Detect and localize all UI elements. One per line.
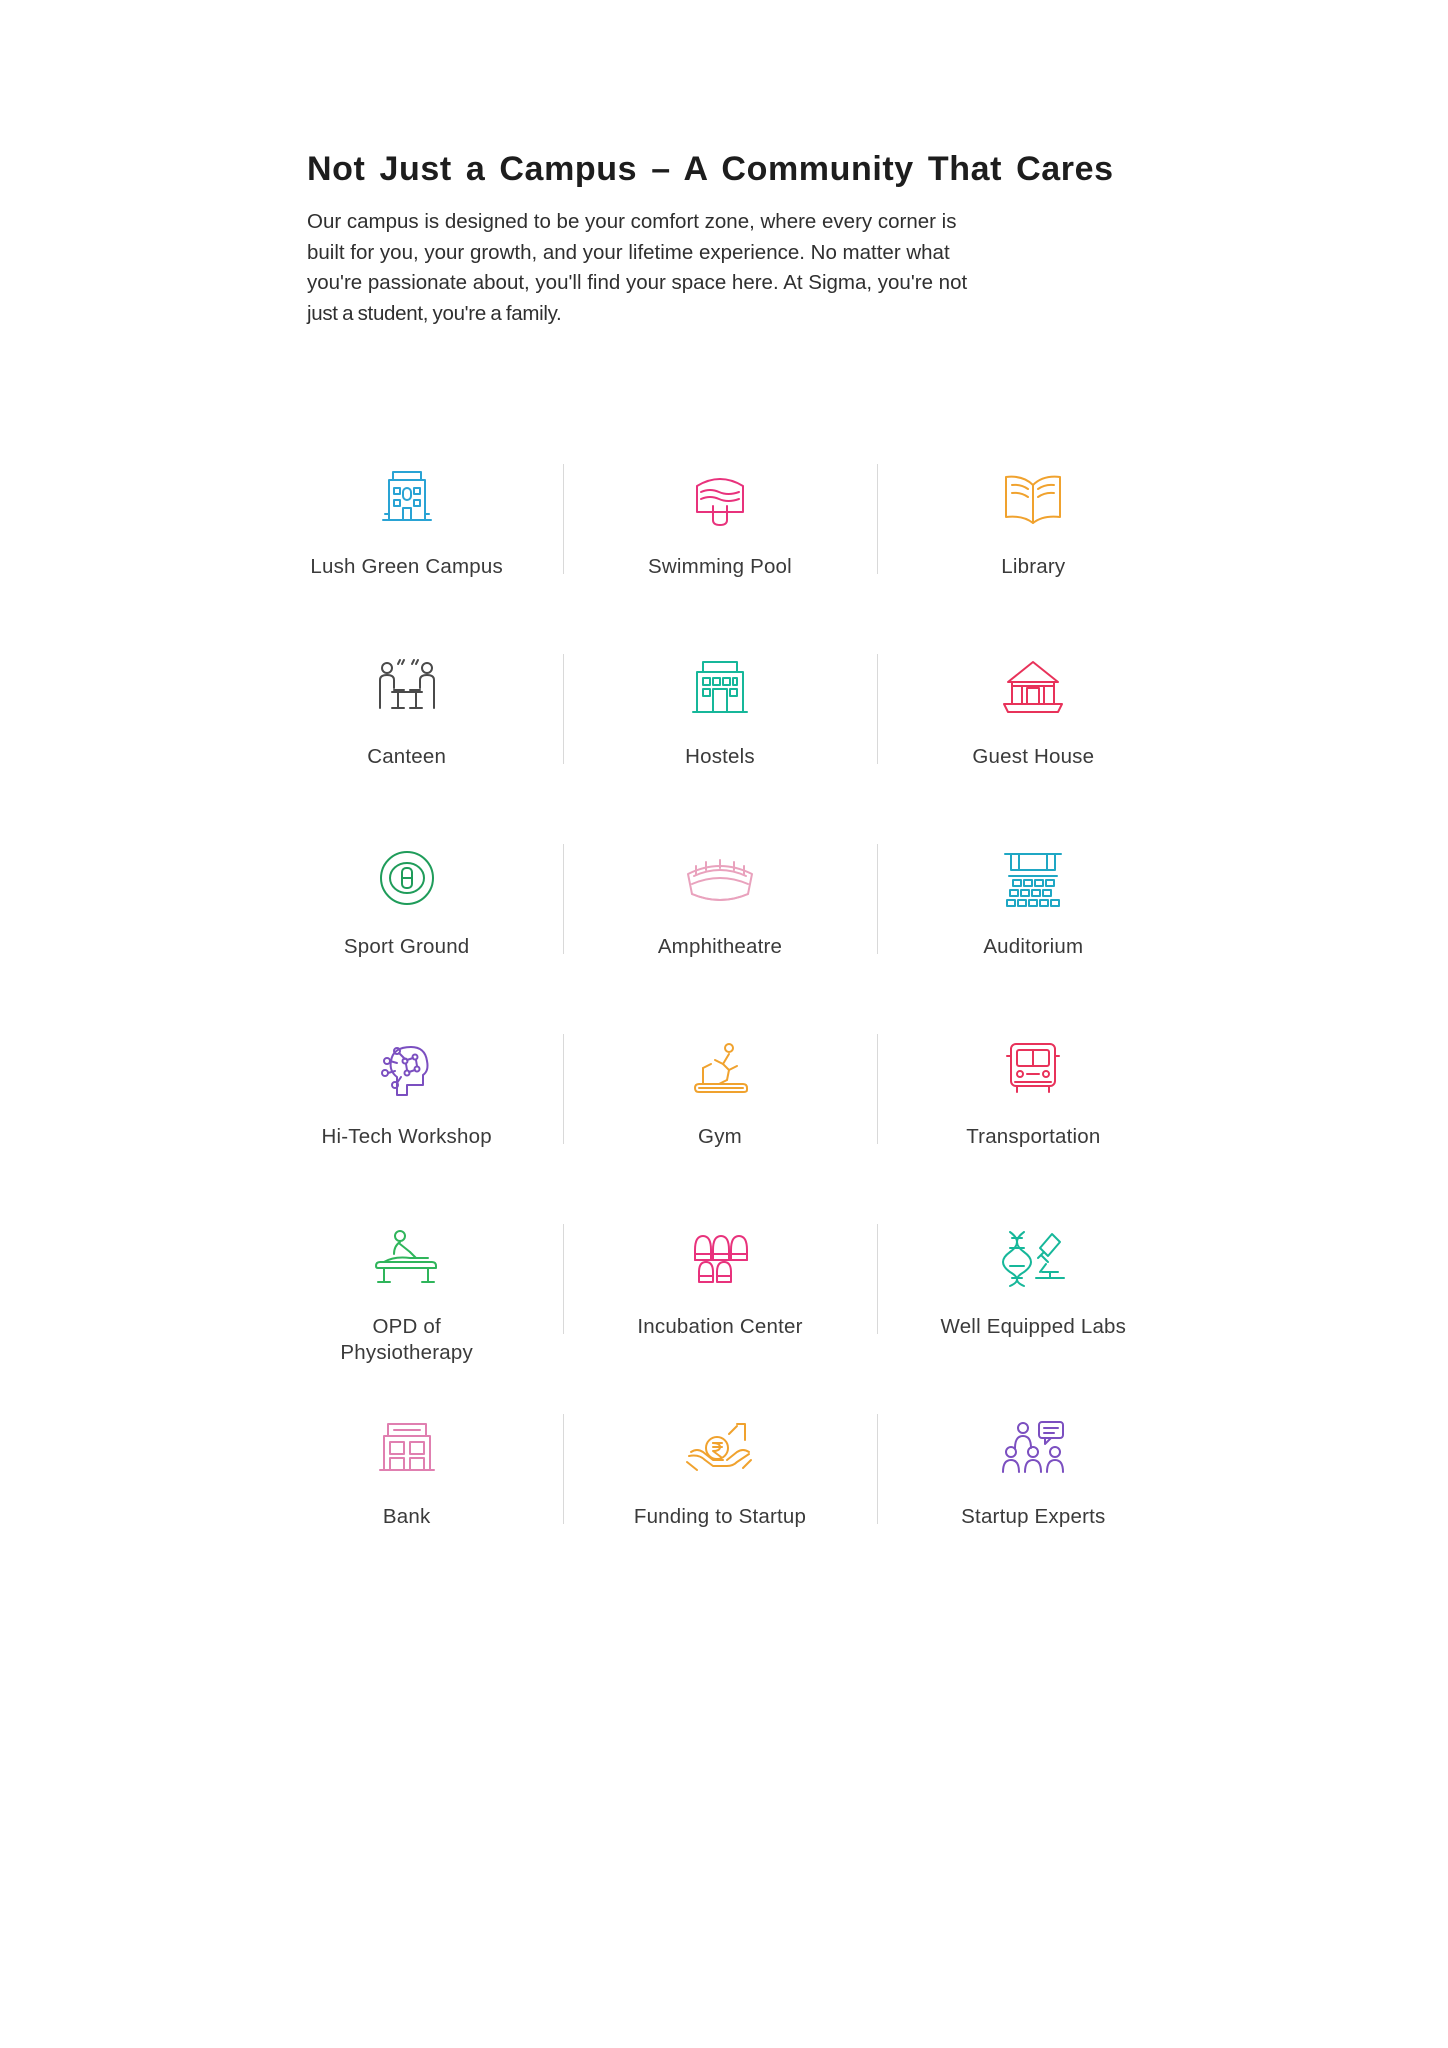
facility-label: Bank [382, 1505, 431, 1528]
stadium-circle-icon [374, 842, 440, 916]
intro-section [307, 150, 1167, 329]
facilities-row [250, 830, 1190, 1020]
auditorium-seats-icon [999, 842, 1067, 916]
facility-label: Hi-Tech Workshop [321, 1125, 492, 1148]
facility-item-hi-tech-workshop[interactable] [250, 1020, 563, 1210]
facility-item-lush-green-campus[interactable] [250, 450, 563, 640]
amphitheatre-icon [680, 842, 760, 916]
treadmill-runner-icon [685, 1032, 755, 1106]
intro-line-4: just a student, you're a family. [307, 301, 562, 325]
facility-label: OPD of Physiotherapy [340, 1315, 473, 1365]
facilities-row [250, 640, 1190, 830]
facilities-row [250, 450, 1190, 640]
guest-house-icon [998, 652, 1068, 726]
facility-label: Library [1001, 555, 1066, 578]
team-experts-icon [997, 1412, 1069, 1486]
facilities-row [250, 1210, 1190, 1400]
facility-item-library[interactable] [877, 450, 1190, 640]
facility-item-sport-ground[interactable] [250, 830, 563, 1020]
facility-item-guest-house[interactable] [877, 640, 1190, 830]
facility-label: Amphitheatre [657, 935, 783, 958]
facility-label: Lush Green Campus [310, 555, 503, 578]
facility-item-hostels[interactable] [563, 640, 876, 830]
page-title: Not Just a Campus – A Community That Cares [307, 150, 1114, 188]
intro-line-2: built for you, your growth, and your lifetime experience. No matter what [307, 240, 950, 264]
facilities-grid [250, 450, 1190, 1590]
facility-item-well-equipped-labs[interactable] [877, 1210, 1190, 1400]
facility-label: Gym [698, 1125, 742, 1148]
facility-label: Canteen [367, 745, 447, 768]
swimming-pool-icon [687, 462, 753, 536]
facility-item-incubation-center[interactable] [563, 1210, 876, 1400]
facility-label: Swimming Pool [648, 555, 792, 578]
facility-label: Transportation [966, 1125, 1101, 1148]
facility-item-startup-experts[interactable] [877, 1400, 1190, 1590]
facility-item-opd-of-physiotherapy[interactable] [250, 1210, 563, 1400]
people-dining-table-icon [370, 652, 444, 726]
facility-label: Sport Ground [343, 935, 470, 958]
microscope-dna-icon [996, 1222, 1070, 1296]
facility-item-gym[interactable] [563, 1020, 876, 1210]
bank-building-icon [376, 1412, 438, 1486]
facilities-row [250, 1400, 1190, 1590]
ai-head-circuit-icon [373, 1032, 441, 1106]
facility-item-auditorium[interactable] [877, 830, 1190, 1020]
facilities-row [250, 1020, 1190, 1210]
facility-item-amphitheatre[interactable] [563, 830, 876, 1020]
incubator-seats-icon [685, 1222, 755, 1296]
open-book-icon [998, 462, 1068, 536]
facility-label: Incubation Center [637, 1315, 803, 1338]
physiotherapy-massage-icon [370, 1222, 444, 1296]
facility-label: Auditorium [983, 935, 1084, 958]
facility-label: Hostels [685, 745, 755, 768]
facility-label: Guest House [972, 745, 1095, 768]
facility-label: Well Equipped Labs [940, 1315, 1127, 1338]
facility-item-canteen[interactable] [250, 640, 563, 830]
facility-label: Startup Experts [961, 1505, 1106, 1528]
intro-paragraph [307, 207, 1127, 329]
hostel-building-icon [689, 652, 751, 726]
bus-icon [1001, 1032, 1065, 1106]
facility-item-funding-to-startup[interactable] [563, 1400, 876, 1590]
facility-label: Funding to Startup [633, 1505, 807, 1528]
hands-rupee-coin-icon [683, 1412, 757, 1486]
facility-item-transportation[interactable] [877, 1020, 1190, 1210]
intro-line-1: Our campus is designed to be your comfort zone, where every corner is [307, 210, 957, 233]
intro-line-3: you're passionate about, you'll find your space here. At Sigma, you're not [307, 271, 968, 295]
facility-item-bank[interactable] [250, 1400, 563, 1590]
facility-item-swimming-pool[interactable] [563, 450, 876, 640]
building-icon [375, 462, 439, 536]
